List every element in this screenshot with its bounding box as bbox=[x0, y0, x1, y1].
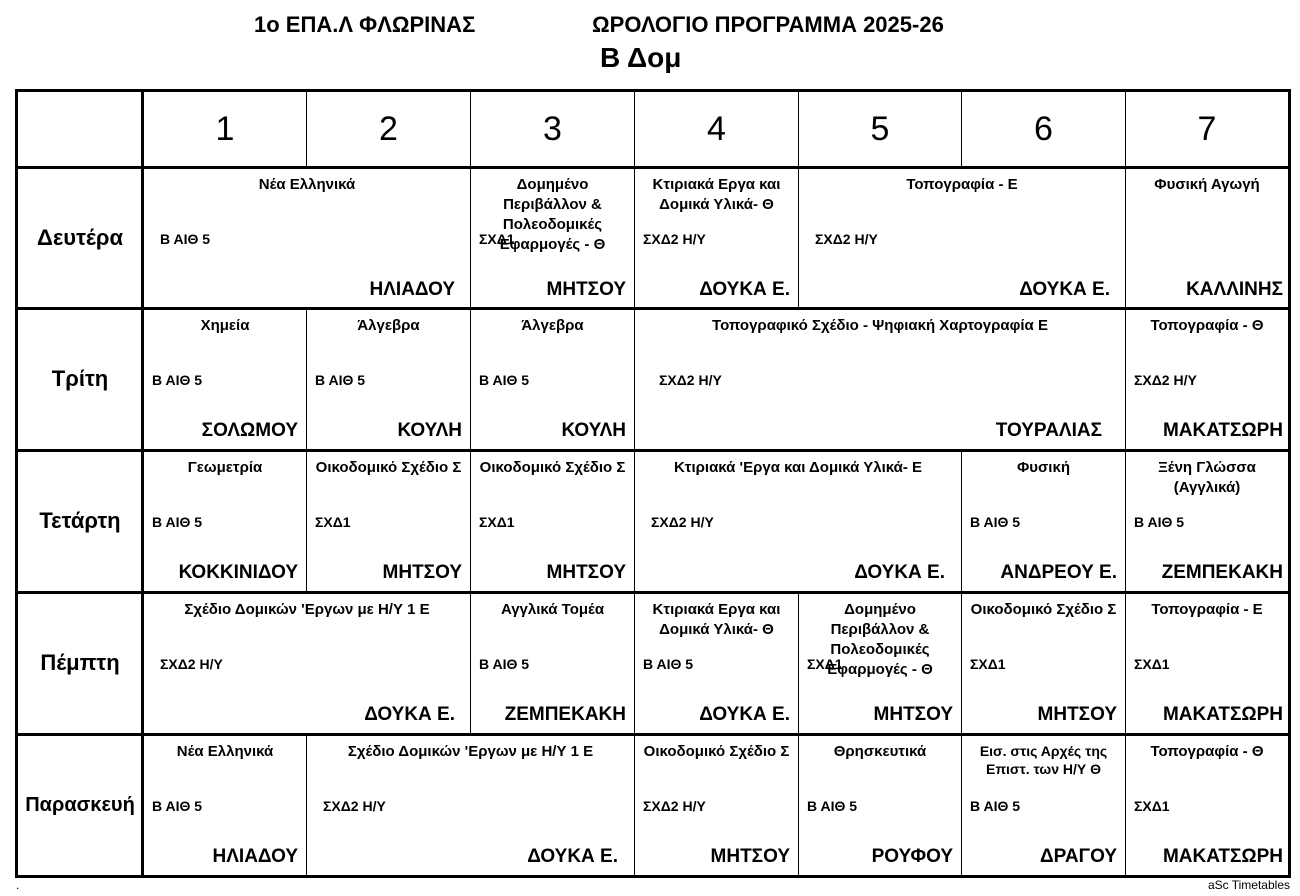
lesson-subject: Τοπογραφία - Ε bbox=[906, 176, 1018, 193]
lesson-subject: Άλγεβρα bbox=[357, 317, 420, 334]
lesson-cell bbox=[962, 736, 1125, 874]
lesson-subject: Οικοδομικό Σχέδιο Σ bbox=[315, 459, 462, 476]
lesson-cell bbox=[471, 169, 634, 307]
lesson-teacher: ΚΟΥΛΗ bbox=[561, 420, 626, 441]
lesson-teacher: ΚΑΛΛΙΝΗΣ bbox=[1186, 279, 1283, 300]
lesson-teacher: ΡΟΥΦΟΥ bbox=[871, 846, 953, 867]
footer-mark: . bbox=[16, 878, 20, 892]
lesson-room: ΣΧΔ2 Η/Υ bbox=[815, 231, 878, 247]
lesson-cell bbox=[144, 169, 470, 307]
lesson-subject: Τοπογραφία - Ε bbox=[1151, 601, 1263, 618]
lesson-subject: Χημεία bbox=[200, 317, 250, 334]
lesson-teacher: ΤΟΥΡΑΛΙΑΣ bbox=[995, 420, 1102, 441]
day-label: Τετάρτη bbox=[39, 508, 121, 533]
lesson-teacher: ΜΗΤΣΟΥ bbox=[546, 562, 626, 583]
lesson-room: ΣΧΔ2 Η/Υ bbox=[160, 656, 223, 672]
lesson-room: ΣΧΔ1 bbox=[479, 231, 515, 247]
lesson-teacher: ΗΛΙΑΔΟΥ bbox=[369, 279, 455, 300]
lesson-room: Β ΑΙΘ 5 bbox=[152, 372, 203, 388]
lesson-room: ΣΧΔ2 Η/Υ bbox=[651, 514, 714, 530]
lesson-teacher: ΚΟΥΛΗ bbox=[397, 420, 462, 441]
lesson-subject: Αγγλικά Τομέα bbox=[500, 601, 605, 618]
lesson-subject: Νέα Ελληνικά bbox=[176, 743, 274, 760]
lesson-teacher: ΚΟΚΚΙΝΙΔΟΥ bbox=[178, 562, 298, 583]
lesson-room: ΣΧΔ2 Η/Υ bbox=[659, 372, 722, 388]
lesson-cell bbox=[307, 736, 634, 874]
lesson-room: ΣΧΔ1 bbox=[315, 514, 351, 530]
lesson-room: Β ΑΙΘ 5 bbox=[479, 656, 530, 672]
lesson-room: ΣΧΔ1 bbox=[970, 656, 1006, 672]
lesson-teacher: ΑΝΔΡΕΟΥ Ε. bbox=[1000, 562, 1117, 583]
lesson-teacher: ΔΟΥΚΑ Ε. bbox=[699, 279, 790, 300]
lesson-teacher: ΖΕΜΠΕΚΑΚΗ bbox=[504, 704, 626, 725]
lesson-room: ΣΧΔ1 bbox=[1134, 798, 1170, 814]
lesson-teacher: ΜΗΤΣΟΥ bbox=[546, 279, 626, 300]
lesson-subject: Γεωμετρία bbox=[187, 459, 263, 476]
lesson-room: Β ΑΙΘ 5 bbox=[479, 372, 530, 388]
lesson-teacher: ΔΡΑΓΟΥ bbox=[1040, 846, 1117, 867]
lesson-subject: Οικοδομικό Σχέδιο Σ bbox=[970, 601, 1117, 618]
lesson-teacher: ΜΗΤΣΟΥ bbox=[382, 562, 462, 583]
lesson-teacher: ΜΑΚΑΤΣΩΡΗ bbox=[1162, 846, 1283, 867]
lesson-cell bbox=[635, 310, 1125, 448]
lesson-cell bbox=[144, 594, 470, 732]
lesson-subject: Τοπογραφία - Θ bbox=[1150, 317, 1264, 334]
lesson-subject: Θρησκευτικά bbox=[833, 743, 927, 760]
lesson-room: Β ΑΙΘ 5 bbox=[152, 798, 203, 814]
lesson-teacher: ΔΟΥΚΑ Ε. bbox=[854, 562, 945, 583]
lesson-cell bbox=[144, 452, 306, 590]
lesson-room: Β ΑΙΘ 5 bbox=[807, 798, 858, 814]
lesson-cell bbox=[635, 452, 961, 590]
lesson-cell bbox=[799, 169, 1125, 307]
lesson-room: Β ΑΙΘ 5 bbox=[152, 514, 203, 530]
lesson-subject: Νέα Ελληνικά bbox=[258, 176, 356, 193]
lesson-teacher: ΜΑΚΑΤΣΩΡΗ bbox=[1162, 420, 1283, 441]
footer-credit: aSc Timetables bbox=[1207, 878, 1290, 892]
lesson-room: Β ΑΙΘ 5 bbox=[160, 231, 211, 247]
lesson-cell bbox=[1126, 452, 1288, 590]
lesson-subject: Φυσική bbox=[1017, 459, 1070, 476]
class-name: Β Δομ bbox=[600, 42, 682, 73]
lesson-subject: Δομημένο Περιβάλλον & Πολεοδομικές Εφαρμογές - Θ bbox=[499, 176, 606, 253]
lesson-cell bbox=[471, 594, 634, 732]
timetable-title: ΩΡΟΛΟΓΙΟ ΠΡΟΓΡΑΜΜΑ 2025-26 bbox=[592, 12, 944, 37]
lesson-cell bbox=[144, 310, 306, 448]
lesson-subject: Άλγεβρα bbox=[521, 317, 584, 334]
period-header: 4 bbox=[707, 109, 726, 148]
lesson-room: ΣΧΔ1 bbox=[807, 656, 843, 672]
lesson-room: Β ΑΙΘ 5 bbox=[970, 514, 1021, 530]
lesson-teacher: ΔΟΥΚΑ Ε. bbox=[1019, 279, 1110, 300]
period-header: 2 bbox=[379, 109, 398, 148]
lesson-subject: Οικοδομικό Σχέδιο Σ bbox=[479, 459, 626, 476]
lesson-cell bbox=[1126, 169, 1288, 307]
lesson-cell bbox=[635, 169, 798, 307]
lesson-room: Β ΑΙΘ 5 bbox=[970, 798, 1021, 814]
lesson-cell bbox=[635, 594, 798, 732]
lesson-subject: Κτιριακά Εργα και Δομικά Υλικά- Θ bbox=[652, 601, 781, 638]
lesson-subject: Κτιριακά Εργα και Δομικά Υλικά- Θ bbox=[652, 176, 781, 213]
day-label: Πέμπτη bbox=[40, 650, 120, 675]
lesson-subject: Ξένη Γλώσσα (Αγγλικά) bbox=[1158, 459, 1256, 496]
lesson-room: ΣΧΔ2 Η/Υ bbox=[643, 798, 706, 814]
lesson-subject: Κτιριακά 'Εργα και Δομικά Υλικά- Ε bbox=[673, 459, 923, 476]
day-label: Παρασκευή bbox=[25, 793, 135, 816]
lesson-teacher: ΣΟΛΩΜΟΥ bbox=[201, 420, 298, 441]
period-header: 7 bbox=[1197, 109, 1217, 148]
lesson-cell bbox=[307, 310, 470, 448]
lesson-room: ΣΧΔ1 bbox=[1134, 656, 1170, 672]
lesson-room: Β ΑΙΘ 5 bbox=[315, 372, 366, 388]
lesson-subject: Τοπογραφικό Σχέδιο - Ψηφιακή Χαρτογραφία Ε bbox=[712, 317, 1048, 334]
lesson-teacher: ΔΟΥΚΑ Ε. bbox=[699, 704, 790, 725]
grid-line bbox=[1288, 89, 1291, 878]
lesson-room: ΣΧΔ1 bbox=[479, 514, 515, 530]
lesson-room: Β ΑΙΘ 5 bbox=[1134, 514, 1185, 530]
lesson-cell bbox=[1126, 594, 1288, 732]
lesson-cell bbox=[962, 594, 1125, 732]
lesson-cell bbox=[962, 452, 1125, 590]
lesson-subject: Εισ. στις Αρχές της Επιστ. των Η/Υ Θ bbox=[979, 743, 1108, 777]
lesson-subject: Οικοδομικό Σχέδιο Σ bbox=[643, 743, 790, 760]
lesson-cell bbox=[635, 736, 798, 874]
period-header: 6 bbox=[1034, 109, 1053, 148]
grid-line bbox=[15, 875, 1291, 878]
grid-line bbox=[15, 89, 1291, 92]
lesson-room: ΣΧΔ2 Η/Υ bbox=[1134, 372, 1197, 388]
school-name: 1ο ΕΠΑ.Λ ΦΛΩΡΙΝΑΣ bbox=[254, 12, 476, 37]
lesson-subject: Σχέδιο Δομικών 'Εργων με Η/Υ 1 Ε bbox=[184, 601, 430, 618]
period-header: 5 bbox=[870, 109, 890, 148]
lesson-teacher: ΔΟΥΚΑ Ε. bbox=[364, 704, 455, 725]
lesson-subject: Δομημένο Περιβάλλον & Πολεοδομικές Εφαρμογές - Θ bbox=[827, 601, 933, 678]
lesson-room: ΣΧΔ2 Η/Υ bbox=[323, 798, 386, 814]
lesson-cell bbox=[799, 594, 961, 732]
day-label: Τρίτη bbox=[51, 366, 109, 391]
lesson-subject: Τοπογραφία - Θ bbox=[1150, 743, 1264, 760]
lesson-subject: Σχέδιο Δομικών 'Εργων με Η/Υ 1 Ε bbox=[347, 743, 594, 760]
lesson-subject: Φυσική Αγωγή bbox=[1154, 176, 1260, 193]
lesson-teacher: ΖΕΜΠΕΚΑΚΗ bbox=[1161, 562, 1283, 583]
lesson-cell bbox=[799, 736, 961, 874]
lesson-room: ΣΧΔ2 Η/Υ bbox=[643, 231, 706, 247]
lesson-teacher: ΜΑΚΑΤΣΩΡΗ bbox=[1162, 704, 1283, 725]
lesson-cell bbox=[471, 310, 634, 448]
lesson-teacher: ΜΗΤΣΟΥ bbox=[710, 846, 790, 867]
lesson-room: Β ΑΙΘ 5 bbox=[643, 656, 694, 672]
lesson-cell bbox=[144, 736, 306, 874]
lesson-teacher: ΗΛΙΑΔΟΥ bbox=[212, 846, 298, 867]
lesson-cell bbox=[1126, 736, 1288, 874]
lesson-cell bbox=[307, 452, 470, 590]
day-label: Δευτέρα bbox=[37, 225, 123, 250]
lesson-teacher: ΜΗΤΣΟΥ bbox=[873, 704, 953, 725]
period-header: 1 bbox=[215, 109, 235, 148]
period-header: 3 bbox=[543, 109, 562, 148]
lesson-cell bbox=[471, 452, 634, 590]
lesson-cell bbox=[1126, 310, 1288, 448]
lesson-teacher: ΜΗΤΣΟΥ bbox=[1037, 704, 1117, 725]
lesson-teacher: ΔΟΥΚΑ Ε. bbox=[527, 846, 618, 867]
